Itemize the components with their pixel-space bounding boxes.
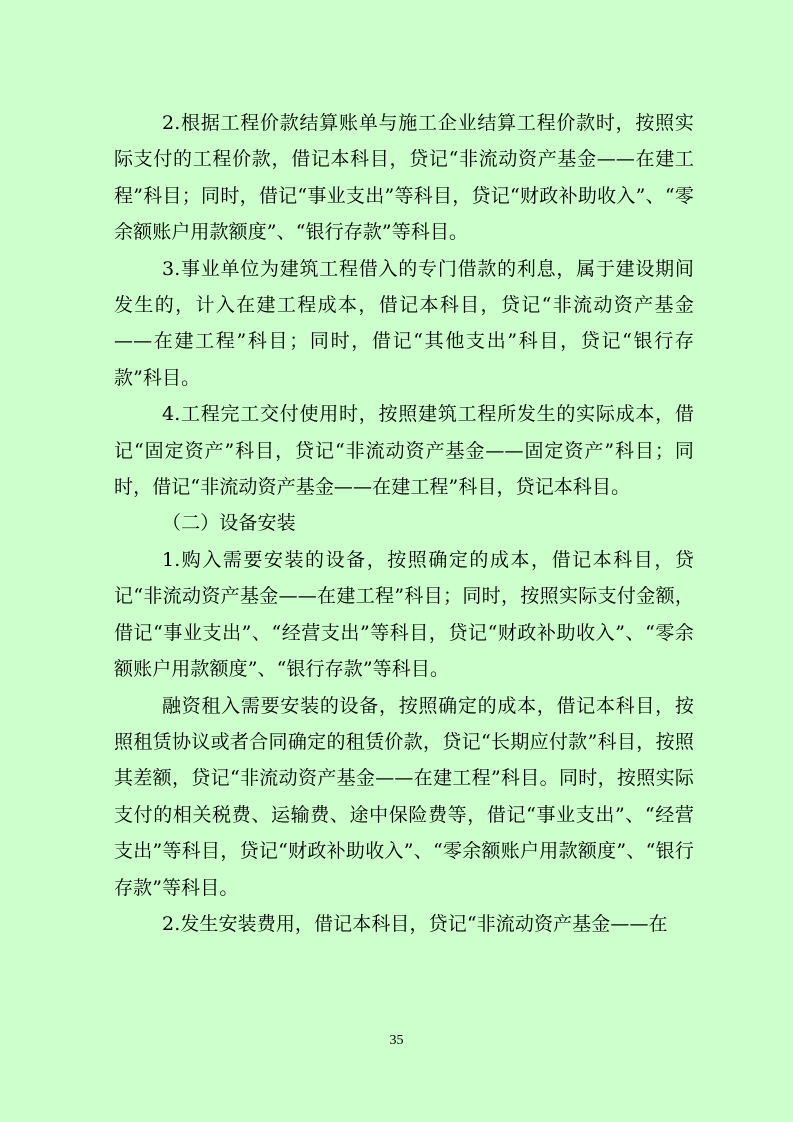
document-body — [114, 105, 694, 942]
page-number: 35 — [389, 1033, 404, 1048]
paragraph-item-3-loan-interest: 3.事业单位为建筑工程借入的专门借款的利息，属于建设期间发生的，计入在建工程成本，借记本科目，贷记“非流动资产基金——在建工程”科目；同时，借记“其他支出”科目，贷记“银行存款”科目。 — [114, 257, 694, 389]
paragraph-item-2-settlement: 2.根据工程价款结算账单与施工企业结算工程价款时，按照实际支付的工程价款，借记本科目，贷记“非流动资产基金——在建工程”科目；同时，借记“事业支出”等科目，贷记“财政补助收入”、“零余额账户用款额度”、“银行存款”等科目。 — [114, 112, 694, 244]
paragraph-finance-lease-equipment: 融资租入需要安装的设备，按照确定的成本，借记本科目，按照租赁协议或者合同确定的租赁价款，贷记“长期应付款”科目，按照其差额，贷记“非流动资产基金——在建工程”科目。同时，按照实际支付的相关税费、运输费、途中保险费等，借记“事业支出”、“经营支出”等科目，贷记“财政补助收入”、“零余额账户用款额度”、“银行存款”等科目。 — [114, 694, 694, 899]
paragraph-item-4-completion: 4.工程完工交付使用时，按照建筑工程所发生的实际成本，借记“固定资产”科目，贷记“非流动资产基金——固定资产”科目；同时，借记“非流动资产基金——在建工程”科目，贷记本科目。 — [114, 403, 694, 499]
section-heading-equipment-installation: （二）设备安装 — [162, 512, 296, 535]
paragraph-item-2-installation-cost: 2.发生安装费用，借记本科目，贷记“非流动资产基金——在 — [162, 912, 668, 935]
paragraph-item-1-purchase-equipment: 1.购入需要安装的设备，按照确定的成本，借记本科目，贷记“非流动资产基金——在建工程”科目；同时，按照实际支付金额，借记“事业支出”、“经营支出”等科目，贷记“财政补助收入”、“零余额账户用款额度”、“银行存款”等科目。 — [114, 548, 694, 681]
